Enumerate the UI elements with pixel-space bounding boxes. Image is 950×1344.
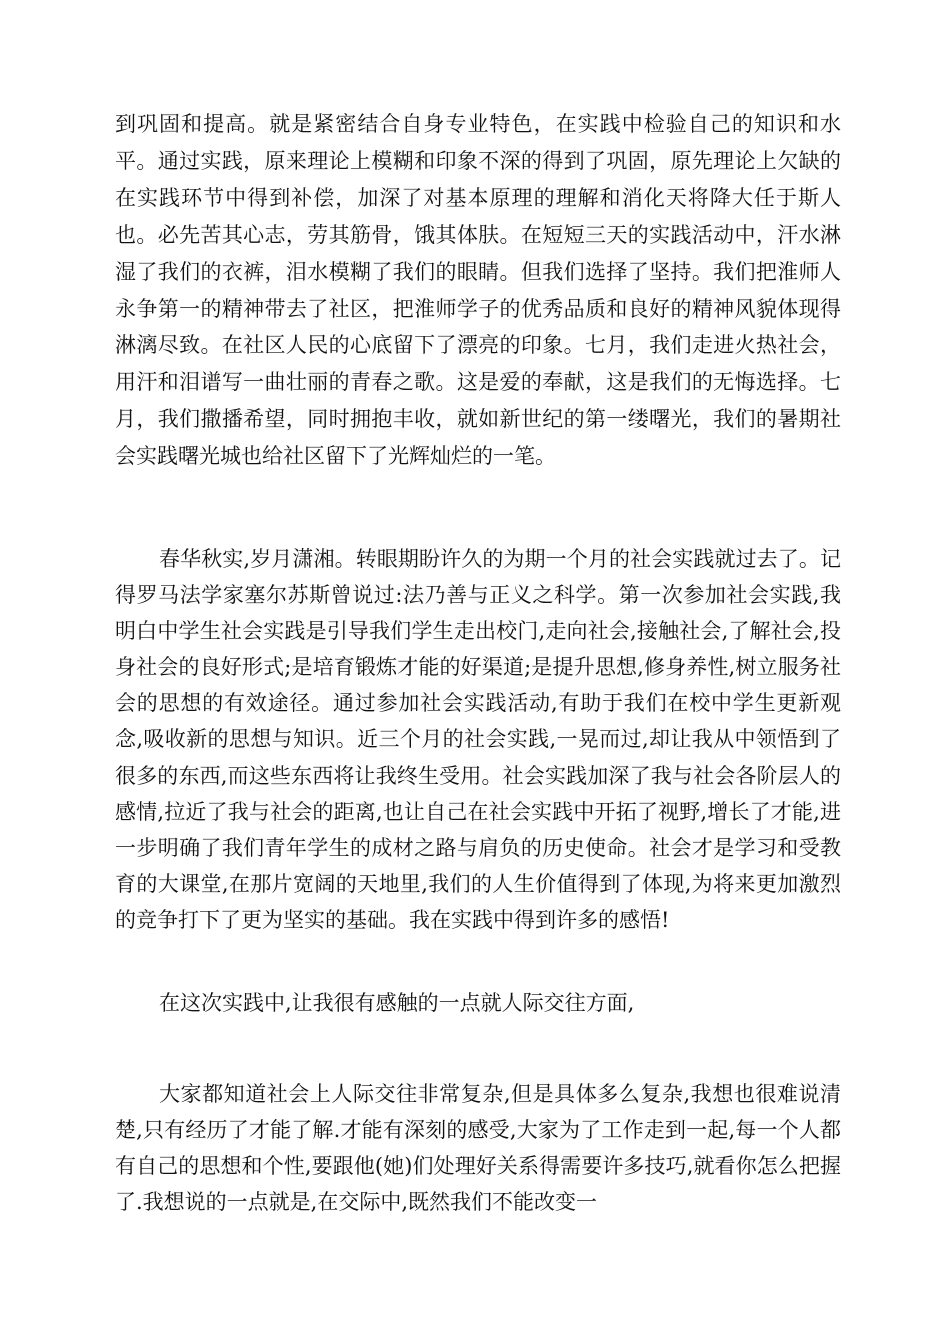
paragraph-interpersonal-detail: 大家都知道社会上人际交往非常复杂,但是具体多么复杂,我想也很难说清楚,只有经历了才能了解.才能有深刻的感受,大家为了工作走到一起,每一个人都有自己的思想和个性,要跟他(她)们处理好关系得需要许多技巧,就看你怎么把握了.我想说的一点就是,在交际中,既然我们不能改变一 [115, 1082, 841, 1215]
paragraph-interpersonal-intro: 在这次实践中,让我很有感触的一点就人际交往方面, [159, 991, 635, 1015]
paragraph-continuation: 到巩固和提高。就是紧密结合自身专业特色，在实践中检验自己的知识和水平。通过实践，原来理论上模糊和印象不深的得到了巩固，原先理论上欠缺的在实践环节中得到补偿，加深了对基本原理的理解和消化天将降大任于斯人也。必先苦其心志，劳其筋骨，饿其体肤。在短短三天的实践活动中，汗水淋湿了我们的衣裤，泪水模糊了我们的眼睛。但我们选择了坚持。我们把淮师人永争第一的精神带去了社区，把淮师学子的优秀品质和良好的精神风貌体现得淋漓尽致。在社区人民的心底留下了漂亮的印象。七月，我们走进火热社会，用汗和泪谱写一曲壮丽的青春之歌。这是爱的奉献，这是我们的无悔选择。七月，我们撒播希望，同时拥抱丰收，就如新世纪的第一缕曙光，我们的暑期社会实践曙光城也给社区留下了光辉灿烂的一笔。 [115, 112, 841, 469]
paragraph-social-practice: 春华秋实,岁月潇湘。转眼期盼许久的为期一个月的社会实践就过去了。记得罗马法学家塞尔苏斯曾说过:法乃善与正义之科学。第一次参加社会实践,我明白中学生社会实践是引导我们学生走出校门,走向社会,接触社会,了解社会,投身社会的良好形式;是培育锻炼才能的好渠道;是提升思想,修身养性,树立服务社会的思想的有效途径。通过参加社会实践活动,有助于我们在校中学生更新观念,吸收新的思想与知识。近三个月的社会实践,一晃而过,却让我从中领悟到了很多的东西,而这些东西将让我终生受用。社会实践加深了我与社会各阶层人的感情,拉近了我与社会的距离,也让自己在社会实践中开拓了视野,增长了才能,进一步明确了我们青年学生的成材之路与肩负的历史使命。社会才是学习和受教育的大课堂,在那片宽阔的天地里,我们的人生价值得到了体现,为将来更加激烈的竞争打下了更为坚实的基础。我在实践中得到许多的感悟! [115, 547, 841, 932]
